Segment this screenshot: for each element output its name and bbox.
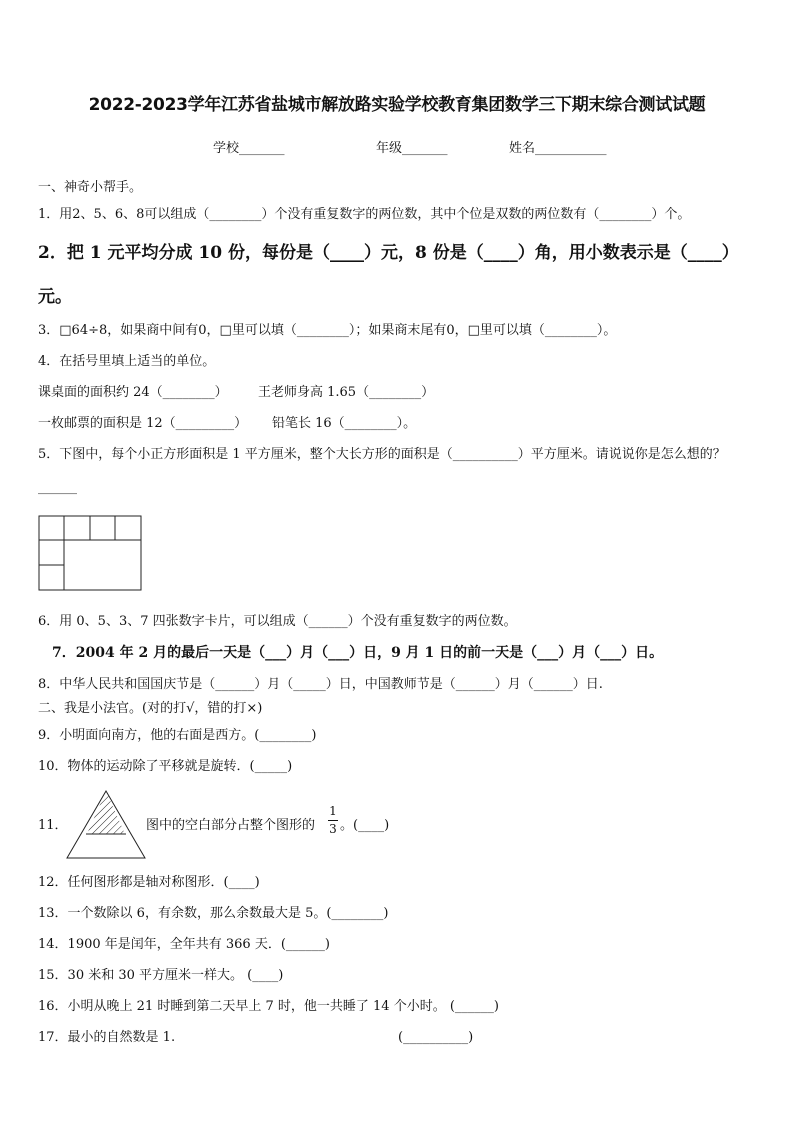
rectangle-grid-figure [38,515,142,591]
page-title: 2022-2023学年江苏省盐城市解放路实验学校教育集团数学三下期末综合测试试题 [88,95,706,115]
school-field: 学校_______ [213,141,285,156]
question-11-tail: 。(____) [340,818,390,833]
question-4-a: 课桌面的面积约 24（________） [38,385,228,400]
fraction-bar [328,820,338,821]
question-16: 16．小明从晚上 21 时睡到第二天早上 7 时，他一共睡了 14 个小时。 (______) [38,999,499,1014]
section-one-heading: 一、神奇小帮手。 [38,180,143,195]
question-12: 12．任何图形都是轴对称图形．(____) [38,875,260,890]
fraction-numerator: 1 [329,804,337,818]
grade-field: 年级_______ [376,141,448,156]
question-9: 9．小明面向南方，他的右面是西方。(________) [38,728,317,743]
name-field: 姓名___________ [509,141,607,156]
question-17: 17．最小的自然数是 1. [38,1030,176,1045]
question-2-continuation: 元。 [38,287,72,307]
question-4-b: 王老师身高 1.65（________） [258,385,435,400]
question-3: 3．□64÷8，如果商中间有0，□里可以填（________）；如果商末尾有0，□里可以填（________）。 [38,323,617,338]
question-5-answer-line: ______ [38,480,77,495]
question-2: 2．把 1 元平均分成 10 份，每份是（____）元，8 份是（____）角，用小数表示是（____） [38,243,739,263]
question-1: 1．用2、5、6、8可以组成（________）个没有重复数字的两位数，其中个位是双数的两位数有（________）个。 [38,207,691,222]
question-13: 13．一个数除以 6，有余数，那么余数最大是 5。(________) [38,906,389,921]
triangle-shaded-region [87,791,125,834]
question-14: 14．1900 年是闰年，全年共有 366 天．(______) [38,937,330,952]
question-15: 15．30 米和 30 平方厘米一样大。 (____) [38,968,284,983]
question-4-d: 铅笔长 16（________）。 [272,416,417,431]
question-7: 7．2004 年 2 月的最后一天是（___）月（___）日，9 月 1 日的前一天是（___）月（___）日。 [52,645,664,661]
question-17-answer: (__________) [398,1030,474,1045]
question-6: 6．用 0、5、3、7 四张数字卡片，可以组成（______）个没有重复数字的两位数。 [38,614,517,629]
fraction-denominator: 3 [329,822,337,836]
question-11-text: 图中的空白部分占整个图形的 [146,818,316,833]
question-10: 10．物体的运动除了平移就是旋转．(_____) [38,759,293,774]
question-4: 4．在括号里填上适当的单位。 [38,354,216,369]
question-11-number: 11． [38,818,68,833]
question-8: 8．中华人民共和国国庆节是（______）月（_____）日，中国教师节是（______）月（______）日. [38,677,603,692]
triangle-figure [66,789,146,859]
question-4-c: 一枚邮票的面积是 12（_________） [38,416,248,431]
section-two-heading: 二、我是小法官。(对的打√，错的打×) [38,701,263,716]
question-5: 5．下图中，每个小正方形面积是 1 平方厘米，整个大长方形的面积是（__________）平方厘米。请说说你是怎么想的？ [38,447,726,462]
